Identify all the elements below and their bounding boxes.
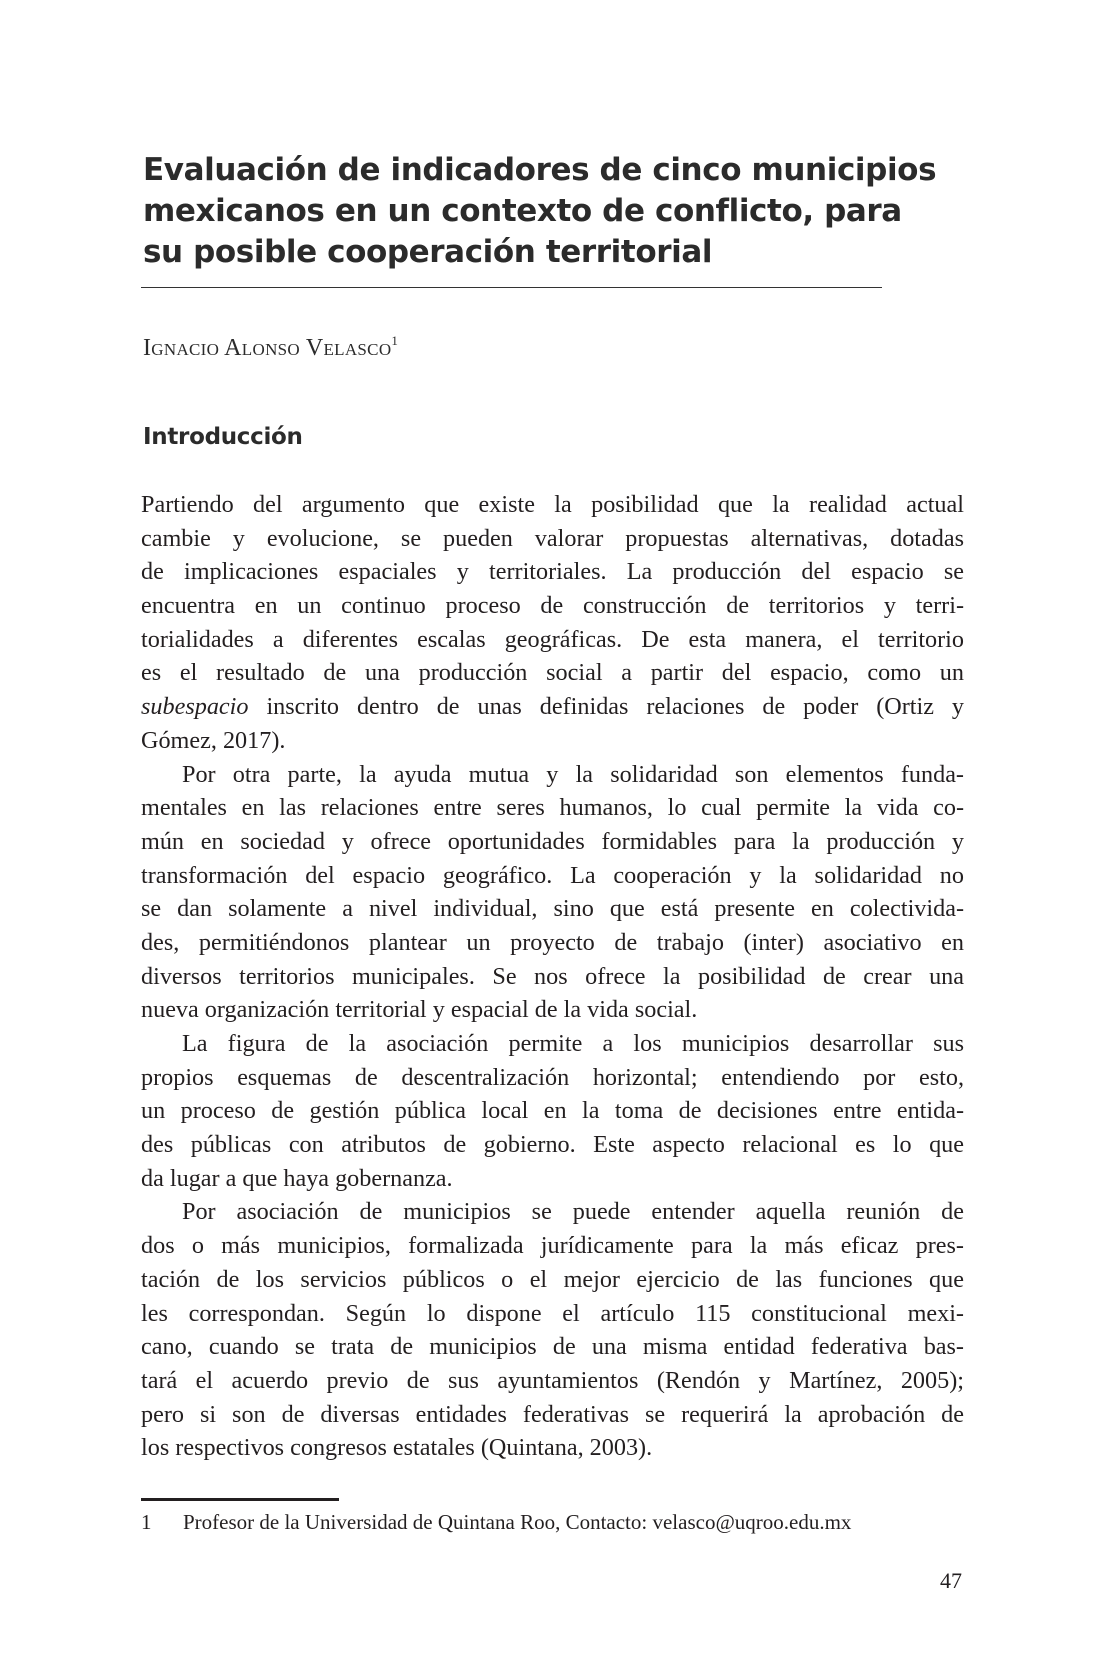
author-name: Ignacio Alonso Velasco	[143, 335, 392, 361]
paragraph	[141, 1195, 964, 1465]
text-line: torialidades a diferentes escalas geográficas. De esta manera, el territorio	[141, 625, 964, 653]
text-line: des públicas con atributos de gobierno. Este aspecto relacional es lo que	[141, 1131, 964, 1159]
text-line: tará el acuerdo previo de sus ayuntamientos (Rendón y Martínez, 2005);	[141, 1366, 964, 1394]
text-line: transformación del espacio geográfico. La cooperación y la solidaridad no	[141, 861, 964, 889]
author-line	[143, 326, 398, 363]
text-line: les correspondan. Según lo dispone el artículo 115 constitucional mexi-	[141, 1299, 964, 1327]
text-line: Partiendo del argumento que existe la posibilidad que la realidad actual	[141, 491, 964, 518]
text-line: des, permitiéndonos plantear un proyecto de trabajo (inter) asociativo en	[141, 928, 964, 956]
body-text	[141, 488, 964, 1465]
text-line: mún en sociedad y ofrece oportunidades formidables para la producción y	[141, 827, 964, 855]
text-line: Por asociación de municipios se puede entender aquella reunión de	[182, 1198, 964, 1226]
title-divider	[141, 287, 882, 288]
paragraph	[141, 758, 964, 1028]
article-title	[143, 150, 937, 273]
italic-term: subespacio	[141, 693, 249, 721]
text-line: Por otra parte, la ayuda mutua y la solidaridad son elementos funda-	[182, 760, 964, 788]
title-line: Evaluación de indicadores de cinco municipios	[143, 152, 937, 188]
text-line: pero si son de diversas entidades federativas se requerirá la aprobación de	[141, 1400, 964, 1428]
text-line: tación de los servicios públicos o el mejor ejercicio de las funciones que	[141, 1265, 964, 1293]
footnote-text: Profesor de la Universidad de Quintana Roo, Contacto: velasco@uqroo.edu.mx	[183, 1510, 852, 1534]
text-line: los respectivos congresos estatales (Quintana, 2003).	[141, 1434, 653, 1462]
footnote-divider	[141, 1498, 339, 1501]
text-line: de implicaciones espaciales y territoriales. La producción del espacio se	[141, 558, 964, 586]
text-line: mentales en las relaciones entre seres humanos, lo cual permite la vida co-	[141, 794, 964, 822]
text-line: La figura de la asociación permite a los municipios desarrollar sus	[182, 1030, 964, 1057]
title-line: mexicanos en un contexto de conflicto, para	[143, 193, 902, 229]
text-line: se dan solamente a nivel individual, sino que está presente en colectivida-	[141, 895, 964, 923]
paragraph	[141, 488, 964, 758]
section-heading: Introducción	[143, 424, 303, 450]
text-line: diversos territorios municipales. Se nos ofrece la posibilidad de crear una	[141, 962, 964, 990]
text-line: subespacio inscrito dentro de unas definidas relaciones de poder (Ortiz y	[141, 693, 964, 721]
title-line: su posible cooperación territorial	[143, 234, 713, 270]
page-number: 47	[940, 1568, 962, 1593]
text-line: nueva organización territorial y espacial de la vida social.	[141, 996, 698, 1024]
text-line: encuentra en un continuo proceso de construcción de territorios y terri-	[141, 592, 964, 620]
author-footnote-mark[interactable]: 1	[391, 333, 399, 348]
text-line: cano, cuando se trata de municipios de una misma entidad federativa bas-	[141, 1333, 964, 1361]
text-line: propios esquemas de descentralización horizontal; entendiendo por esto,	[141, 1063, 964, 1091]
text-line: cambie y evolucione, se pueden valorar propuestas alternativas, dotadas	[141, 524, 964, 552]
text-line: da lugar a que haya gobernanza.	[141, 1164, 453, 1192]
text-line: Gómez, 2017).	[141, 726, 286, 754]
text-line: dos o más municipios, formalizada jurídicamente para la más eficaz pres-	[141, 1232, 964, 1260]
footnote-number: 1	[141, 1510, 152, 1534]
text-line: un proceso de gestión pública local en la toma de decisiones entre entida-	[141, 1097, 964, 1125]
footnote	[141, 1508, 851, 1536]
text-line: es el resultado de una producción social a partir del espacio, como un	[141, 659, 964, 687]
paragraph	[141, 1027, 964, 1195]
